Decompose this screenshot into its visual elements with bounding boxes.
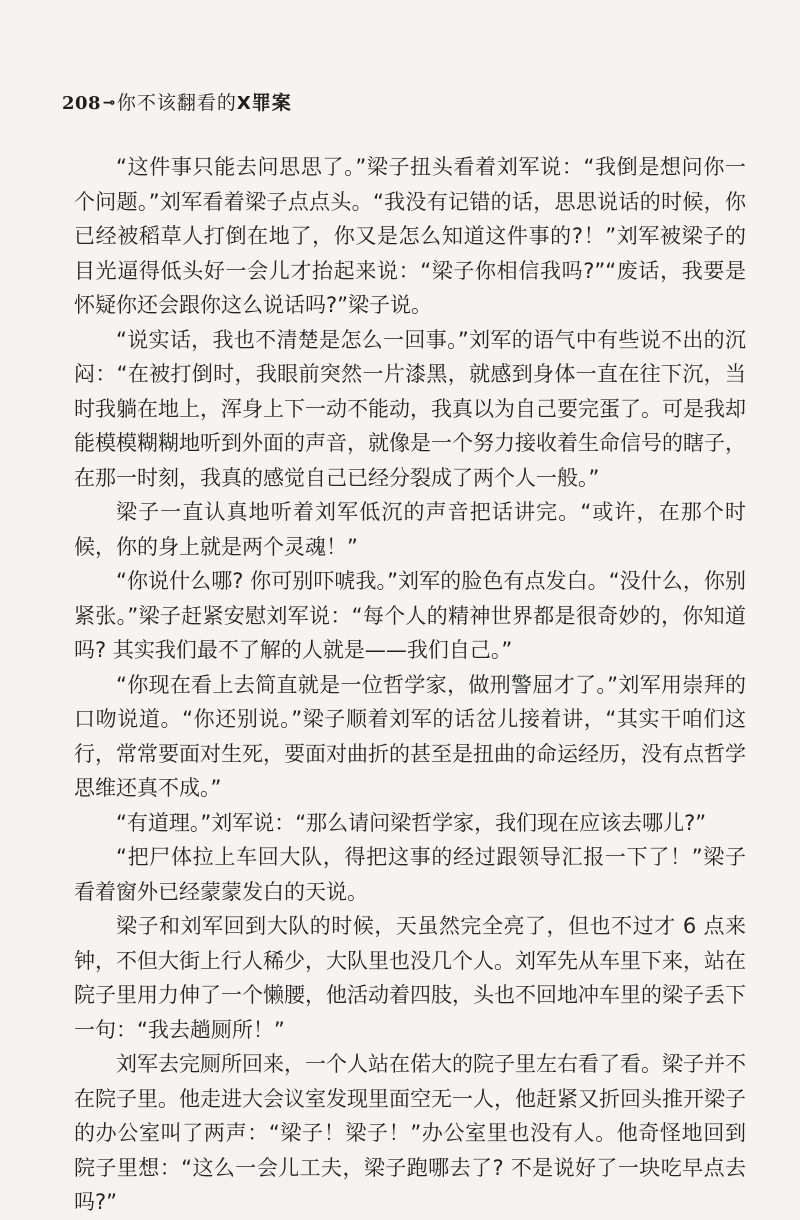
body-text — [74, 150, 746, 1220]
paragraph: “有道理。”刘军说：“那么请问梁哲学家，我们现在应该去哪儿?” — [116, 810, 707, 835]
paragraph: 刘军去完厕所回来，一个人站在偌大的院子里左右看了看。梁子并不在院子里。他走进大会议室发现里面空无一人，他赶紧又折回头推开梁子的办公室叫了两声：“梁子！梁子！”办公室里也没有人。他奇怪地回到院子里想：“这么一会儿工夫，梁子跑哪去了? 不是说好了一块吃早点去吗?” — [74, 1052, 746, 1214]
book-title-bold: 罪案 — [251, 92, 292, 114]
paragraph: “说实话，我也不清楚是怎么一回事。”刘军的语气中有些说不出的沉闷：“在被打倒时，我眼前突然一片漆黑，就感到身体一直在往下沉，当时我躺在地上，浑身上下一动不能动，我真以为自己要完蛋了。可是我却能模模糊糊地听到外面的声音，就像是一个努力接收着生命信号的瞎子，在那一时刻，我真的感觉自己已经分裂成了两个人一般。” — [74, 327, 746, 490]
book-title-x: X — [236, 93, 252, 114]
book-title — [117, 92, 292, 114]
paragraph: 梁子和刘军回到大队的时候，天虽然完全亮了，但也不过才 6 点来钟，不但大街上行人稀少，大队里也没几个人。刘军先从车里下来，站在院子里用力伸了一个懒腰，他活动着四肢，头也不回地冲车里的梁子丢下一句：“我去趟厕所！” — [74, 914, 746, 1042]
paragraph: “这件事只能去问思思了。”梁子扭头看着刘军说：“我倒是想问你一个问题。”刘军看着梁子点点头。“我没有记错的话，思思说话的时候，你已经被稻草人打倒在地了，你又是怎么知道这件事的?！”刘军被梁子的目光逼得低头好一会儿才抬起来说：“梁子你相信我吗?”“废话，我要是怀疑你还会跟你这么说话吗?”梁子说。 — [74, 155, 746, 317]
page-number: 208 — [62, 93, 102, 114]
paragraph: “你说什么哪? 你可别吓唬我。”刘军的脸色有点发白。“没什么，你别紧张。”梁子赶紧安慰刘军说：“每个人的精神世界都是很奇妙的，你知道吗? 其实我们最不了解的人就是——我们自己。” — [74, 569, 746, 662]
arrow-bullet-icon: ⊸ — [103, 95, 115, 111]
paragraph: “把尸体拉上车回大队，得把这事的经过跟领导汇报一下了！”梁子看着窗外已经蒙蒙发白的天说。 — [74, 845, 746, 904]
book-title-plain: 你不该翻看的 — [116, 92, 237, 114]
running-head — [62, 88, 292, 115]
paragraph: 梁子一直认真地听着刘军低沉的声音把话讲完。“或许，在那个时候，你的身上就是两个灵魂！” — [74, 500, 746, 559]
paragraph: “你现在看上去简直就是一位哲学家，做刑警屈才了。”刘军用崇拜的口吻说道。“你还别说。”梁子顺着刘军的话岔儿接着讲，“其实干咱们这行，常常要面对生死，要面对曲折的甚至是扭曲的命运经历，没有点哲学思维还真不成。” — [74, 672, 746, 800]
